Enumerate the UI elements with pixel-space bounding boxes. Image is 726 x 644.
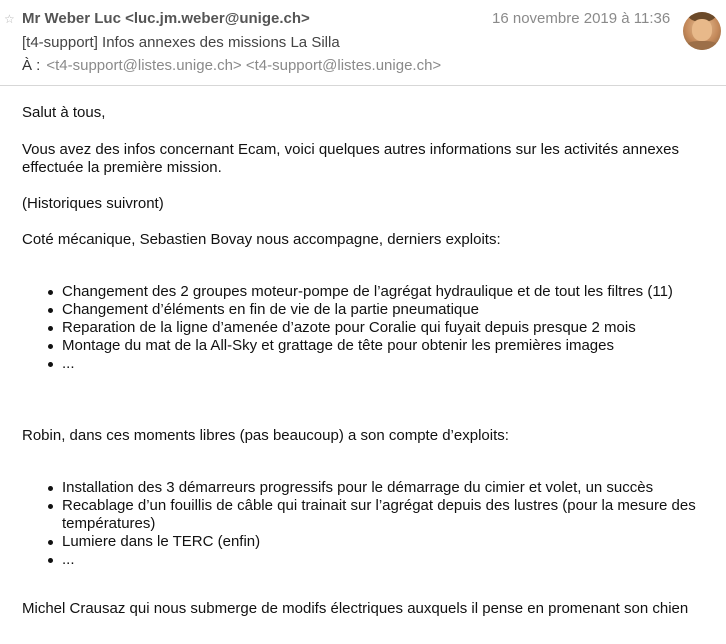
intro-paragraph: Vous avez des infos concernant Ecam, voici quelques autres informations sur les activités annexes effectuée la première mission. bbox=[22, 141, 680, 176]
list-item: Installation des 3 démarreurs progressifs pour le démarrage du cimier et volet, un succès bbox=[22, 479, 712, 497]
message-header bbox=[0, 0, 726, 84]
list-item: Montage du mat de la All-Sky et grattage de tête pour obtenir les premières images bbox=[22, 337, 712, 355]
bullet-icon bbox=[48, 362, 53, 367]
bullet-icon bbox=[48, 504, 53, 509]
bullet-icon bbox=[48, 558, 53, 563]
to-address[interactable]: <t4-support@listes.unige.ch> <t4-support@listes.unige.ch> bbox=[46, 57, 442, 74]
list-item: ... bbox=[22, 355, 712, 373]
list-item: ... bbox=[22, 551, 712, 569]
list-item: Changement d’éléments en fin de vie de la partie pneumatique bbox=[22, 301, 712, 319]
subject: [t4-support] Infos annexes des missions La Silla bbox=[22, 34, 340, 51]
robin-paragraph: Robin, dans ces moments libres (pas beaucoup) a son compte d’exploits: bbox=[22, 427, 509, 444]
recipients-row bbox=[22, 57, 441, 75]
bullet-icon bbox=[48, 308, 53, 313]
list-item: Changement des 2 groupes moteur-pompe de l’agrégat hydraulique et de tout les filtres (11) bbox=[22, 283, 712, 301]
mecanique-list bbox=[22, 283, 712, 373]
bullet-icon bbox=[48, 344, 53, 349]
list-item: Recablage d’un fouillis de câble qui trainait sur l’agrégat depuis des lustres (pour la mesure des températures) bbox=[22, 497, 712, 533]
to-label: À : bbox=[22, 57, 41, 74]
avatar bbox=[683, 12, 721, 50]
star-icon[interactable]: ☆ bbox=[4, 12, 15, 26]
michel-paragraph: Michel Crausaz qui nous submerge de modifs électriques auxquels il pense en promenant son chien bbox=[22, 600, 689, 617]
list-item: Lumiere dans le TERC (enfin) bbox=[22, 533, 712, 551]
bullet-icon bbox=[48, 290, 53, 295]
date: 16 novembre 2019 à 11:36 bbox=[492, 10, 671, 27]
robin-list bbox=[22, 479, 712, 569]
mecanique-paragraph: Coté mécanique, Sebastien Bovay nous accompagne, derniers exploits: bbox=[22, 231, 501, 248]
greeting: Salut à tous, bbox=[22, 104, 106, 121]
historiques-note: (Historiques suivront) bbox=[22, 195, 164, 212]
bullet-icon bbox=[48, 486, 53, 491]
sender[interactable]: Mr Weber Luc <luc.jm.weber@unige.ch> bbox=[22, 10, 310, 27]
header-divider bbox=[0, 85, 726, 86]
bullet-icon bbox=[48, 540, 53, 545]
list-item: Reparation de la ligne d’amenée d’azote pour Coralie qui fuyait depuis presque 2 mois bbox=[22, 319, 712, 337]
bullet-icon bbox=[48, 326, 53, 331]
